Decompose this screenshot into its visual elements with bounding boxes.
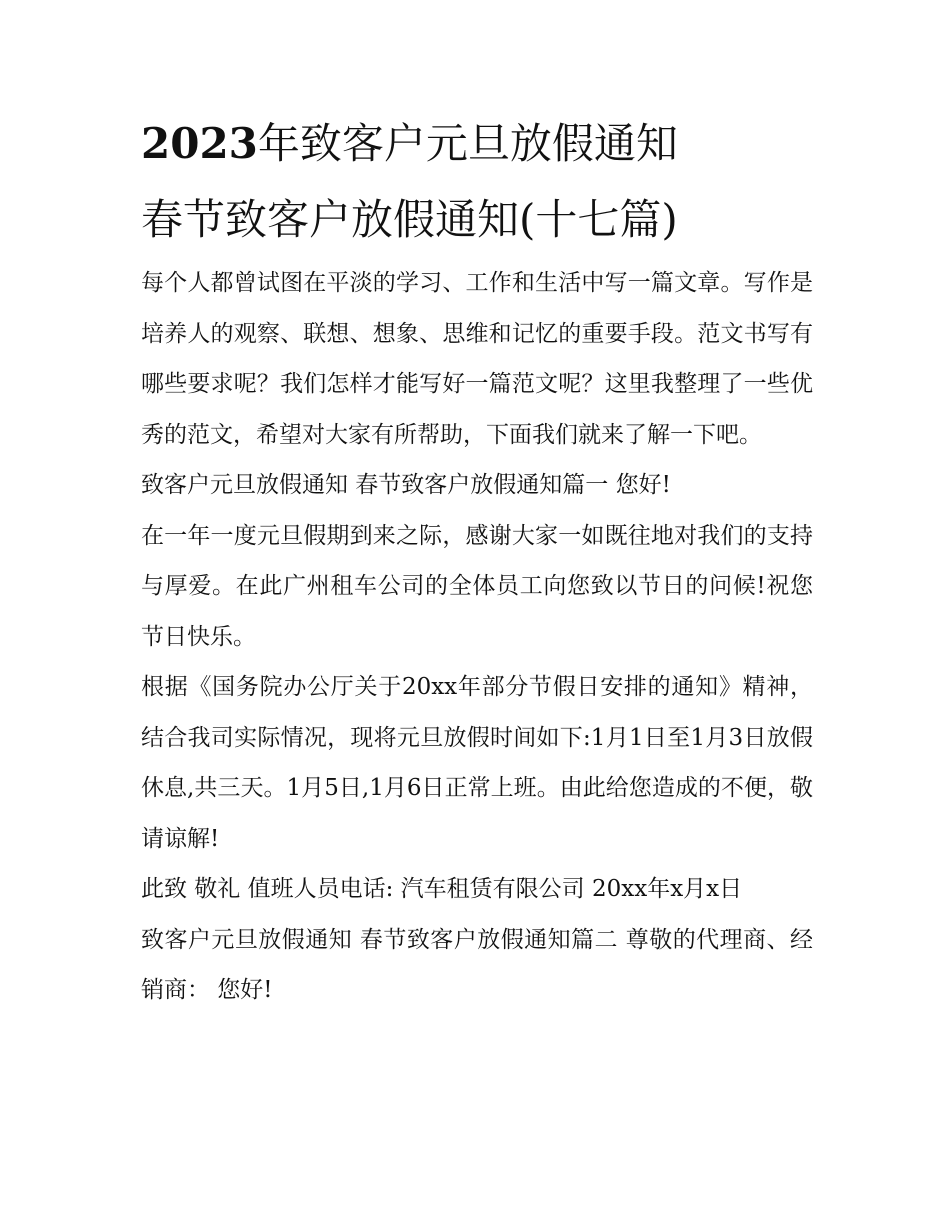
notice-one-heading: 致客户元旦放假通知 春节致客户放假通知篇一 您好! [141, 472, 671, 498]
notice-one-schedule: 根据《国务院办公厅关于20xx年部分节假日安排的通知》精神，结合我司实际情况，现将元旦放假时间如下:1月1日至1月3日放假休息,共三天。1月5日,1月6日正常上班。由此给您造成的不便，敬请谅解! [141, 674, 813, 852]
notice-one-greeting: 在一年一度元旦假期到来之际，感谢大家一如既往地对我们的支持与厚爱。在此广州租车公司的全体员工向您致以节日的问候!祝您节日快乐。 [141, 522, 813, 650]
notice-one-signoff: 此致 敬礼 值班人员电话: 汽车租赁有限公司 20xx年x月x日 [141, 876, 743, 902]
document-title [141, 118, 813, 246]
intro-paragraph: 每个人都曾试图在平淡的学习、工作和生活中写一篇文章。写作是培养人的观察、联想、想象、思维和记忆的重要手段。范文书写有哪些要求呢？我们怎样才能写好一篇范文呢？这里我整理了一些优秀的范文，希望对大家有所帮助，下面我们就来了解一下吧。 [141, 270, 813, 448]
notice-two-heading: 致客户元旦放假通知 春节致客户放假通知篇二 尊敬的代理商、经销商： 您好! [141, 926, 813, 1003]
title-line-1-text: 年致客户元旦放假通知 [257, 119, 678, 168]
document-body [141, 258, 813, 1016]
title-line-1 [141, 118, 813, 170]
document-page [141, 118, 813, 1016]
title-year: 2023 [141, 119, 258, 168]
title-line-2: 春节致客户放假通知(十七篇) [141, 195, 678, 244]
